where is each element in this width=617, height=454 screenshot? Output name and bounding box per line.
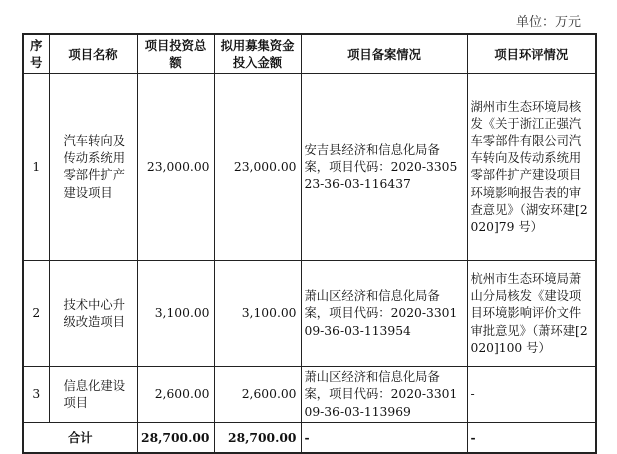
header-row — [23, 34, 596, 74]
table-row — [23, 261, 596, 367]
total-env: - — [467, 423, 596, 454]
header-seq: 序号 — [23, 34, 49, 74]
header-name: 项目名称 — [49, 34, 137, 74]
total-raised: 28,700.00 — [214, 423, 301, 454]
row-name: 汽车转向及传动系统用零部件扩产建设项目 — [49, 74, 137, 261]
header-env: 项目环评情况 — [467, 34, 596, 74]
row-name: 技术中心升级改造项目 — [49, 261, 137, 367]
project-table — [22, 33, 597, 454]
row-filing: 安吉县经济和信息化局备案，项目代码：2020-330523-36-03-116437 — [301, 74, 467, 261]
row-seq: 1 — [23, 74, 49, 261]
row-filing: 萧山区经济和信息化局备案，项目代码：2020-330109-36-03-113969 — [301, 367, 467, 423]
table-row — [23, 74, 596, 261]
row-total: 2,600.00 — [137, 367, 214, 423]
header-filing: 项目备案情况 — [301, 34, 467, 74]
row-raised: 3,100.00 — [214, 261, 301, 367]
row-seq: 3 — [23, 367, 49, 423]
total-label: 合计 — [23, 423, 137, 454]
row-seq: 2 — [23, 261, 49, 367]
row-env: - — [467, 367, 596, 423]
row-raised: 23,000.00 — [214, 74, 301, 261]
header-raised: 拟用募集资金投入金额 — [214, 34, 301, 74]
header-total: 项目投资总额 — [137, 34, 214, 74]
row-total: 3,100.00 — [137, 261, 214, 367]
total-row — [23, 423, 596, 454]
row-total: 23,000.00 — [137, 74, 214, 261]
row-name: 信息化建设项目 — [49, 367, 137, 423]
row-raised: 2,600.00 — [214, 367, 301, 423]
total-filing: - — [301, 423, 467, 454]
table-row — [23, 367, 596, 423]
row-env: 杭州市生态环境局萧山分局核发《建设项目环境影响评价文件审批意见》（萧环建[2020]100 号） — [467, 261, 596, 367]
unit-label: 单位：万元 — [515, 15, 581, 30]
row-env: 湖州市生态环境局核发《关于浙江正强汽车零部件有限公司汽车转向及传动系统用零部件扩产建设项目环境影响报告表的审查意见》（湖安环建[2020]79 号） — [467, 74, 596, 261]
total-total: 28,700.00 — [137, 423, 214, 454]
row-filing: 萧山区经济和信息化局备案，项目代码：2020-330109-36-03-113954 — [301, 261, 467, 367]
